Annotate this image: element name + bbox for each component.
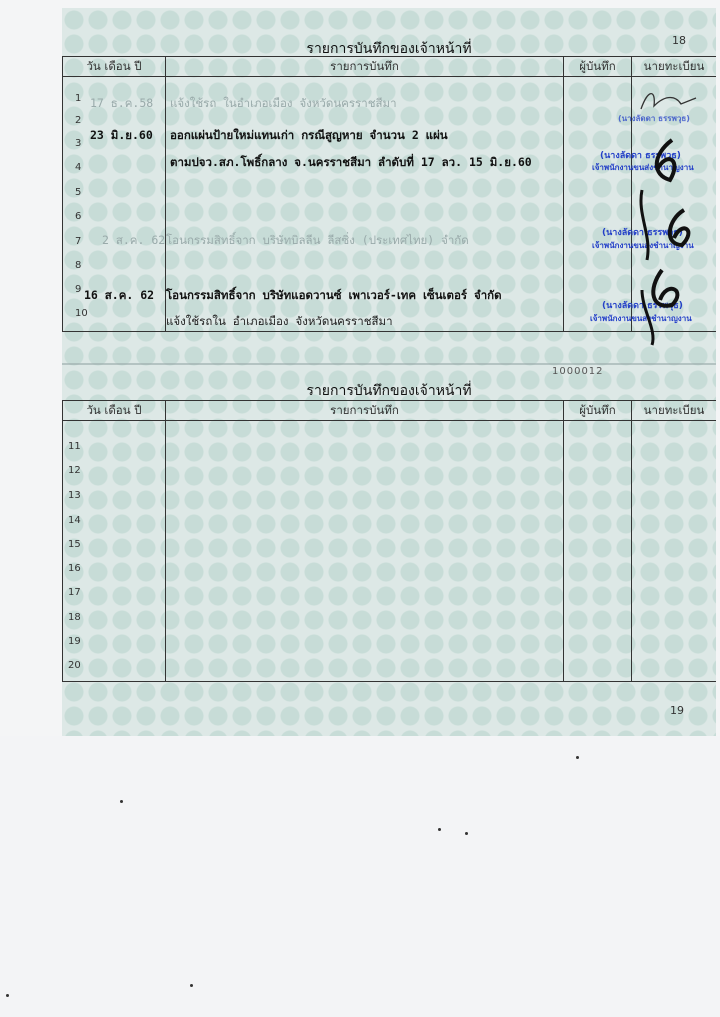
line-number: 9 xyxy=(75,284,82,295)
entry-date: 17 ธ.ค.58 xyxy=(90,96,154,110)
official-stamp: เจ้าพนักงานขนส่งชำนาญงาน xyxy=(590,314,692,323)
record-table-bottom xyxy=(62,400,716,682)
line-number: 2 xyxy=(75,115,82,126)
entry-date: 23 มิ.ย.60 xyxy=(90,128,153,142)
header-registrar: นายทะเบียน xyxy=(632,401,717,421)
line-number: 7 xyxy=(75,236,82,247)
header-recorder: ผู้บันทึก xyxy=(564,57,632,77)
registration-book-page xyxy=(62,8,716,736)
line-number: 8 xyxy=(75,260,82,271)
header-date: วัน เดือน ปี xyxy=(63,401,166,421)
header-entry: รายการบันทึก xyxy=(166,57,564,77)
line-number: 13 xyxy=(68,490,81,501)
scan-speck xyxy=(438,828,441,831)
line-number: 20 xyxy=(68,660,81,671)
entry-text: แจ้งใช้รถใน อำเภอเมือง จังหวัดนครราชสีมา xyxy=(166,314,393,328)
official-stamp: (นางลัดดา ธรรพวุธ) xyxy=(602,301,683,311)
line-number: 16 xyxy=(68,563,81,574)
scan-speck xyxy=(576,756,579,759)
scan-background xyxy=(0,736,720,1017)
line-number: 17 xyxy=(68,587,81,598)
section-title-bottom: รายการบันทึกของเจ้าหน้าที่ xyxy=(306,383,472,399)
official-stamp: (นางลัดดา ธรรพวุธ) xyxy=(602,228,683,238)
line-number: 6 xyxy=(75,211,82,222)
page-fold-line xyxy=(62,363,716,365)
line-number: 1 xyxy=(75,93,82,104)
line-number: 19 xyxy=(68,636,81,647)
entry-date: 16 ส.ค. 62 xyxy=(84,288,155,302)
header-recorder: ผู้บันทึก xyxy=(564,401,632,421)
official-stamp: (นางลัดดา ธรรพวุธ) xyxy=(618,114,690,123)
entry-text: โอนกรรมสิทธิ์จาก บริษัทบิลลีน ลีสซิ่ง (ประเทศไทย) จำกัด xyxy=(166,233,469,247)
scan-speck xyxy=(6,994,9,997)
official-stamp: เจ้าพนักงานขนส่งชำนาญงาน xyxy=(592,241,694,250)
line-number: 15 xyxy=(68,539,81,550)
page-number-18: 18 xyxy=(672,34,686,47)
signature-image xyxy=(636,84,706,124)
line-number: 14 xyxy=(68,515,81,526)
scan-speck xyxy=(190,984,193,987)
entry-text: แจ้งใช้รถ ในอำเภอเมือง จังหวัดนครราชสีมา xyxy=(170,96,397,110)
entry-text: ออกแผ่นป้ายใหม่แทนเก่า กรณีสูญหาย จำนวน 2 แผ่น xyxy=(170,128,448,142)
line-number: 3 xyxy=(75,138,82,149)
line-number: 18 xyxy=(68,612,81,623)
line-number: 5 xyxy=(75,187,82,198)
serial-number: 1000012 xyxy=(552,366,604,377)
entry-text: ตามปจว.สภ.โพธิ์กลาง จ.นครราชสีมา ลำดับที่ 17 ลว. 15 มิ.ย.60 xyxy=(170,155,532,169)
section-title-top: รายการบันทึกของเจ้าหน้าที่ xyxy=(306,41,472,57)
entry-text: โอนกรรมสิทธิ์จาก บริษัทแอดวานซ์ เพาเวอร์-เทค เซ็นเตอร์ จำกัด xyxy=(166,288,502,302)
signature-image xyxy=(612,120,712,350)
header-entry: รายการบันทึก xyxy=(166,401,564,421)
header-date: วัน เดือน ปี xyxy=(63,57,166,77)
page-number-19: 19 xyxy=(670,704,684,717)
line-number: 4 xyxy=(75,162,82,173)
official-stamp: เจ้าพนักงานขนส่งชำนาญงาน xyxy=(592,163,694,172)
line-number: 12 xyxy=(68,465,81,476)
line-number: 11 xyxy=(68,441,81,452)
header-registrar: นายทะเบียน xyxy=(632,57,717,77)
entry-date: 2 ส.ค. 62 xyxy=(102,233,166,247)
official-stamp: (นางลัดดา ธรรพวุธ) xyxy=(600,151,681,161)
scan-speck xyxy=(465,832,468,835)
line-number: 10 xyxy=(75,308,88,319)
scan-speck xyxy=(120,800,123,803)
